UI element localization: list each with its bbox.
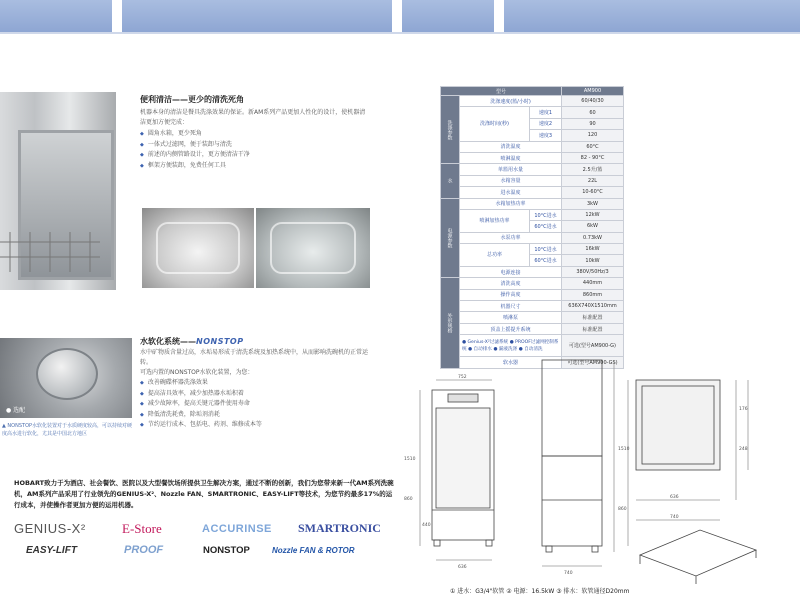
sink-isometric-drawing — [640, 530, 756, 584]
header-band — [0, 0, 112, 32]
easy-clean-paragraph: 机器本身的清洁是餐具洗涤效果的保证。新AM系列产品更加人性化的设计，使机器清洁更加方便完成： — [140, 109, 366, 126]
softener-caption: ▲ NONSTOP水软化装置对于水质硬度较高，可以持续对硬度高水进行软化，尤其是中国北方地区 — [2, 423, 133, 437]
water-softening-paragraph-2: 可选内置的NONSTOP水软化装置，为您： — [140, 369, 254, 376]
dimension-label: 636 — [458, 565, 467, 570]
water-softener-photo — [0, 338, 132, 418]
table-row: 外形规格 清洗高度 440mm — [441, 278, 624, 289]
table-row: 60°C进水 10kW — [441, 255, 624, 266]
table-row: 清洗温度 60°C — [441, 141, 624, 152]
table-row: 速度2 90 — [441, 118, 624, 129]
easy-clean-title: 便利清洁——更少的清洗死角 — [140, 95, 244, 104]
water-softening-list — [140, 378, 262, 431]
footnote: ① 进水：G3/4"软管 ② 电源：16.5kW ③ 排水：软管通径D20mm — [450, 588, 630, 595]
dimension-label: 248 — [739, 447, 748, 452]
dimension-label: 636 — [670, 495, 679, 500]
dimension-label: 1510 — [404, 457, 416, 462]
plan-view-drawing — [628, 380, 748, 546]
table-row: 洗涤时间(秒) 速度1 60 — [441, 107, 624, 118]
list-item: ◆ 一体式过滤网，便于装卸与清洗 — [140, 140, 250, 151]
list-item: ◆ 节约运行成本、包括电、药剂、维修成本等 — [140, 420, 262, 431]
table-row: 机器尺寸 636X740X1510mm — [441, 301, 624, 312]
dimension-label: 860 — [404, 497, 413, 502]
easy-clean-list — [140, 129, 250, 171]
smartronic-logo: SMARTRONIC — [298, 521, 381, 535]
nozzle-fan-rotor-logo: Nozzle FAN & ROTOR — [272, 546, 355, 555]
table-row: 电源连接 380V/50Hz/3 — [441, 266, 624, 277]
side-view-drawing — [542, 360, 614, 566]
company-intro: HOBART致力于为酒店、社会餐饮、医院以及大型餐饮场所提供卫生解决方案，通过不断的创新，我们为您带来新一代AM系列洗碗机，AM系列产品采用了行业领先的GENIUS-X²、Nozzle FAN、SMARTRONIC、EASY-LIFT等技术，为您节约最多17%的运行成本，并使操作者更加方便的运用机器。 — [14, 479, 394, 509]
photo-label: ● 选配 — [6, 407, 26, 414]
table-row: 水箱容量 22L — [441, 175, 624, 186]
list-item: ◆ 圆角水箱，更少死角 — [140, 129, 250, 140]
spec-table — [440, 86, 624, 369]
dimension-label: 860 — [618, 507, 627, 512]
water-softening-title: 水软化系统——NONSTOP — [140, 337, 244, 346]
dimension-label: 176 — [739, 407, 748, 412]
table-row: 速度3 120 — [441, 130, 624, 141]
water-softening-paragraph: 水中矿物质含量过高，水垢易形成于清洗系统及加热系统中，从而影响洗碗机的正常运转。 — [140, 349, 369, 366]
header-band — [504, 0, 800, 32]
accurinse-logo: ACCURINSE — [202, 523, 272, 535]
genius-x-logo: GENIUS-X² — [14, 521, 86, 536]
table-row: 洗涤参数 洗涤速度(篮/小时) 60/40/30 — [441, 96, 624, 107]
technical-drawings — [400, 350, 800, 586]
nonstop-logo: NONSTOP — [196, 337, 244, 346]
easy-lift-logo: EASY-LIFT — [26, 545, 77, 556]
list-item: ◆ 框架方便装卸，免费任何工具 — [140, 161, 250, 172]
machine-interior-photo — [0, 92, 116, 290]
header-band — [402, 0, 494, 32]
group-label: 电源参数 — [441, 198, 460, 278]
group-label: 水 — [441, 164, 460, 198]
nonstop-logo: NONSTOP — [203, 545, 250, 556]
proof-logo: PROOF — [124, 544, 164, 556]
list-item: ◆ 前述的内侧管路设计，更方便清洁干净 — [140, 150, 250, 161]
tank-photo — [142, 208, 254, 288]
table-row: 水泵功率 0.73kW — [441, 232, 624, 243]
table-header: 型号 — [441, 87, 562, 96]
header-band — [122, 0, 392, 32]
list-item: ◆ 改善碗碟杯器洗涤效果 — [140, 378, 262, 389]
table-row: 水 单篮用水量 2.5升/篮 — [441, 164, 624, 175]
list-item: ◆ 降低清洗耗费，除垢剂消耗 — [140, 410, 262, 421]
estore-logo: E-Store — [122, 521, 162, 536]
table-row: 软水器 可选(型号AM900-GS) — [441, 357, 624, 368]
table-row: ● Genius-X²过滤系统 ● PROOF过滤网控制系统 ● 自动排水 ● 漏液洗涤 ● 自动清洗 可选(型号AM900-G) — [441, 335, 624, 357]
front-view-drawing — [420, 380, 494, 560]
header-divider — [0, 32, 800, 34]
table-row: 60°C进水 6kW — [441, 221, 624, 232]
table-row: 总功率 10°C进水 16kW — [441, 244, 624, 255]
dimension-label: 440 — [422, 523, 431, 528]
table-row: 喷淋泵 标准配置 — [441, 312, 624, 323]
dimension-label: 1510 — [618, 447, 630, 452]
group-label: 洗涤参数 — [441, 96, 460, 164]
table-header: AM900 — [562, 87, 624, 96]
tank-filter-photo — [256, 208, 370, 288]
list-item: ◆ 减少故障率，提高关键元器件使用寿命 — [140, 399, 262, 410]
table-row: 进水温度 10-60°C — [441, 187, 624, 198]
table-row: 电源参数 水箱加热功率 3kW — [441, 198, 624, 209]
group-label: 外形规格 — [441, 278, 460, 368]
table-row: 操作高度 860mm — [441, 289, 624, 300]
table-row: 喷淋加热功率 10°C进水 12kW — [441, 209, 624, 220]
table-row: 顶盖上摇提升系统 标准配置 — [441, 323, 624, 334]
dimension-label: 752 — [458, 375, 467, 380]
table-header-row — [441, 87, 624, 96]
list-item: ◆ 提高洁具效率，减少加热器水垢积着 — [140, 389, 262, 400]
dimension-label: 740 — [564, 571, 573, 576]
table-row: 喷淋温度 82 - 90°C — [441, 152, 624, 163]
dimension-label: 740 — [670, 515, 679, 520]
